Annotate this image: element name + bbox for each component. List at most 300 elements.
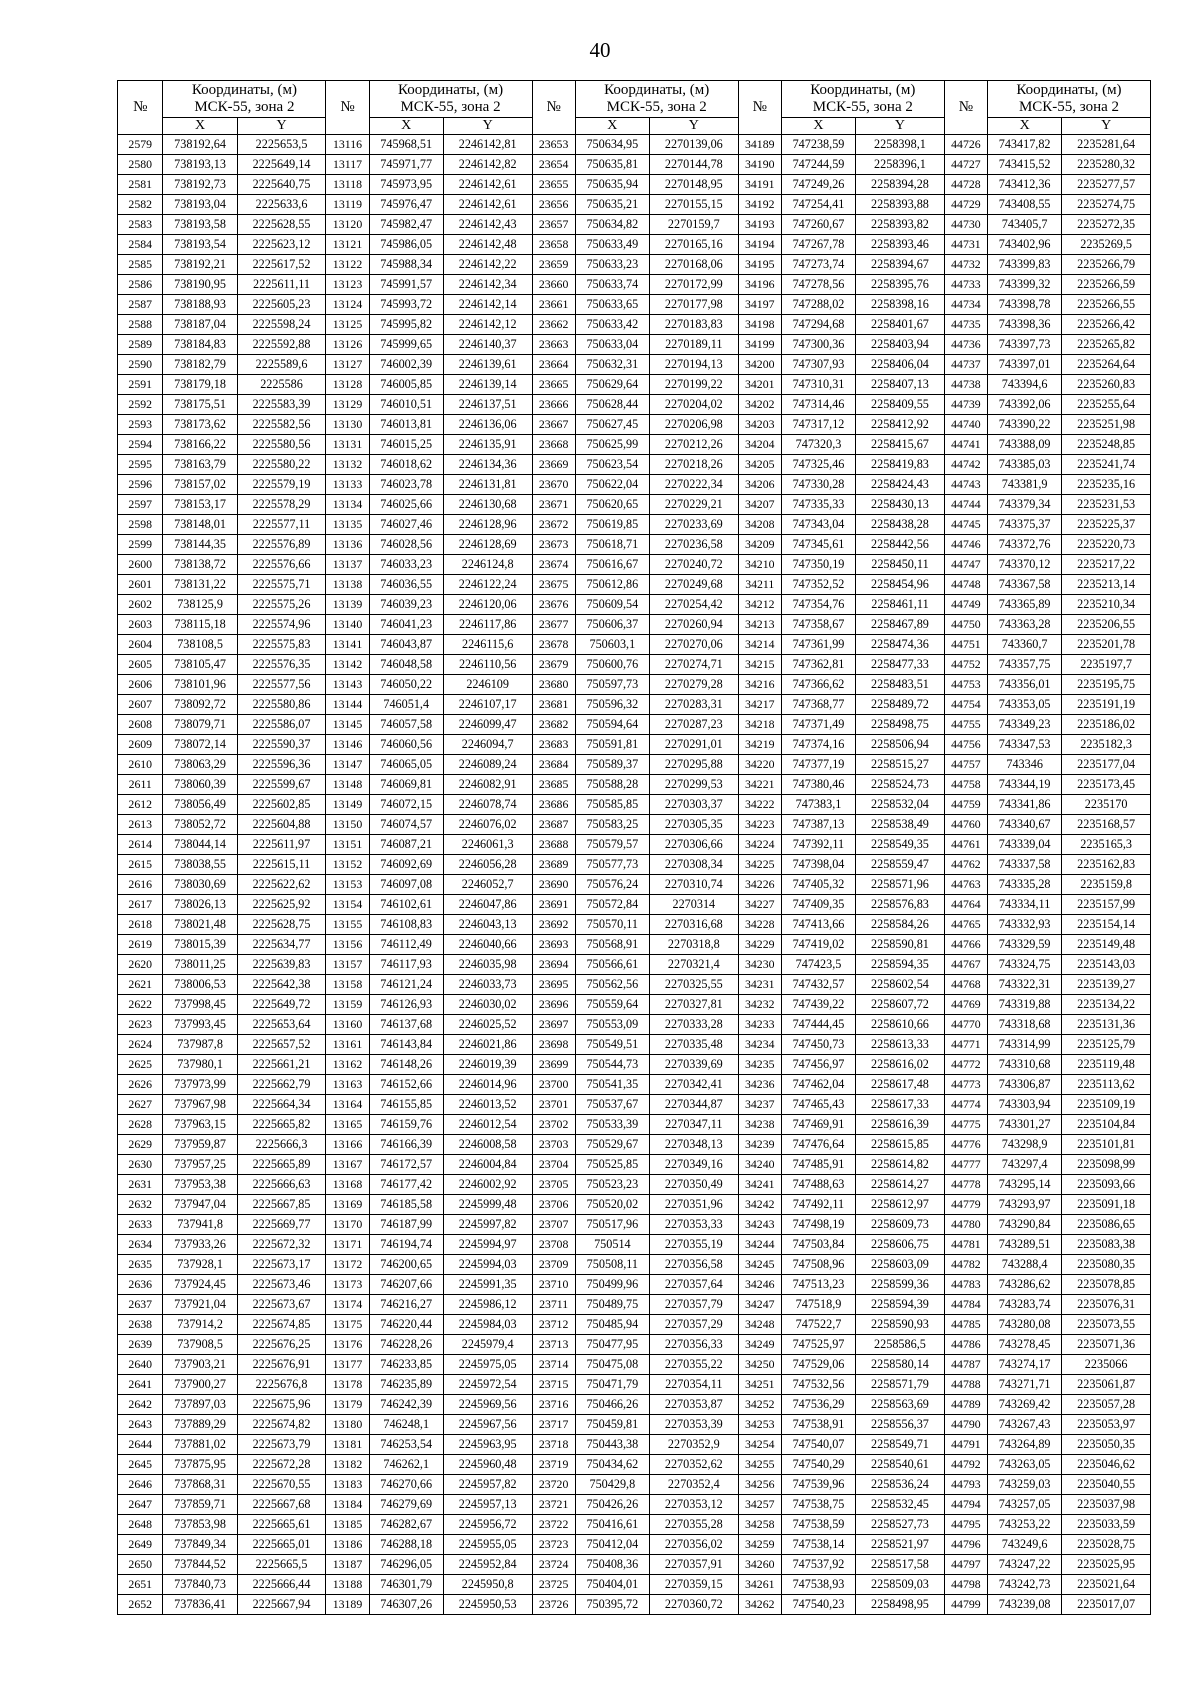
table-row <box>118 1055 1151 1075</box>
point-number-cell: 2605 <box>118 655 163 675</box>
table-row <box>118 755 1151 775</box>
point-number-cell: 13117 <box>326 155 369 175</box>
y-coordinate-cell: 2246078,74 <box>443 795 532 815</box>
point-number-cell: 13182 <box>326 1455 369 1475</box>
point-number-cell: 2584 <box>118 235 163 255</box>
point-number-cell: 13152 <box>326 855 369 875</box>
y-coordinate-cell: 2258396,1 <box>856 155 945 175</box>
y-coordinate-cell: 2246030,02 <box>443 995 532 1015</box>
x-coordinate-cell: 750606,37 <box>575 615 649 635</box>
point-number-cell: 2585 <box>118 255 163 275</box>
point-number-cell: 23693 <box>532 935 575 955</box>
point-number-cell: 13178 <box>326 1375 369 1395</box>
point-number-cell: 44734 <box>944 295 987 315</box>
y-coordinate-cell: 2235241,74 <box>1062 455 1151 475</box>
point-number-cell: 34205 <box>738 455 781 475</box>
x-coordinate-cell: 737941,8 <box>163 1215 237 1235</box>
x-coordinate-cell: 743349,23 <box>988 715 1062 735</box>
x-coordinate-cell: 738193,13 <box>163 155 237 175</box>
y-coordinate-cell: 2258603,09 <box>856 1255 945 1275</box>
point-number-cell: 34235 <box>738 1055 781 1075</box>
point-number-cell: 44736 <box>944 335 987 355</box>
y-coordinate-cell: 2246110,56 <box>443 655 532 675</box>
x-coordinate-cell: 738044,14 <box>163 835 237 855</box>
x-coordinate-cell: 746126,93 <box>369 995 443 1015</box>
point-number-cell: 34259 <box>738 1535 781 1555</box>
y-coordinate-cell: 2270360,72 <box>649 1595 738 1615</box>
y-coordinate-cell: 2270353,39 <box>649 1415 738 1435</box>
y-coordinate-cell: 2246056,28 <box>443 855 532 875</box>
x-coordinate-cell: 738125,9 <box>163 595 237 615</box>
point-number-cell: 13180 <box>326 1415 369 1435</box>
y-coordinate-cell: 2258450,11 <box>856 555 945 575</box>
table-row <box>118 415 1151 435</box>
y-coordinate-cell: 2245956,72 <box>443 1515 532 1535</box>
point-number-cell: 13130 <box>326 415 369 435</box>
y-coordinate-cell: 2246025,52 <box>443 1015 532 1035</box>
y-coordinate-cell: 2235083,38 <box>1062 1235 1151 1255</box>
x-coordinate-cell: 750466,26 <box>575 1395 649 1415</box>
y-coordinate-cell: 2258580,14 <box>856 1355 945 1375</box>
x-coordinate-cell: 743394,6 <box>988 375 1062 395</box>
y-coordinate-cell: 2258442,56 <box>856 535 945 555</box>
point-number-cell: 23683 <box>532 735 575 755</box>
x-coordinate-cell: 743357,75 <box>988 655 1062 675</box>
table-row <box>118 135 1151 155</box>
x-coordinate-cell: 750597,73 <box>575 675 649 695</box>
y-coordinate-cell: 2270194,13 <box>649 355 738 375</box>
point-number-cell: 23681 <box>532 695 575 715</box>
point-number-cell: 23670 <box>532 475 575 495</box>
y-coordinate-cell: 2246142,14 <box>443 295 532 315</box>
x-coordinate-cell: 743356,01 <box>988 675 1062 695</box>
x-coordinate-cell: 737957,25 <box>163 1155 237 1175</box>
x-coordinate-cell: 750489,75 <box>575 1295 649 1315</box>
y-coordinate-cell: 2235028,75 <box>1062 1535 1151 1555</box>
point-number-cell: 34239 <box>738 1135 781 1155</box>
y-coordinate-cell: 2225661,21 <box>237 1055 326 1075</box>
x-coordinate-cell: 737900,27 <box>163 1375 237 1395</box>
point-number-cell: 23717 <box>532 1415 575 1435</box>
x-coordinate-cell: 746087,21 <box>369 835 443 855</box>
y-coordinate-cell: 2258515,27 <box>856 755 945 775</box>
y-coordinate-cell: 2270254,42 <box>649 595 738 615</box>
x-coordinate-cell: 746177,42 <box>369 1175 443 1195</box>
y-coordinate-cell: 2235281,64 <box>1062 135 1151 155</box>
x-coordinate-cell: 750434,62 <box>575 1455 649 1475</box>
x-coordinate-cell: 747398,04 <box>781 855 855 875</box>
x-coordinate-cell: 745986,05 <box>369 235 443 255</box>
point-number-cell: 2640 <box>118 1355 163 1375</box>
point-number-cell: 44784 <box>944 1295 987 1315</box>
point-number-cell: 2625 <box>118 1055 163 1075</box>
point-number-cell: 44759 <box>944 795 987 815</box>
x-coordinate-cell: 750549,51 <box>575 1035 649 1055</box>
x-coordinate-cell: 745995,82 <box>369 315 443 335</box>
x-coordinate-cell: 737947,04 <box>163 1195 237 1215</box>
y-coordinate-cell: 2258483,51 <box>856 675 945 695</box>
x-coordinate-cell: 747350,19 <box>781 555 855 575</box>
point-number-cell: 2628 <box>118 1115 163 1135</box>
x-coordinate-cell: 743280,08 <box>988 1315 1062 1335</box>
point-number-cell: 23672 <box>532 515 575 535</box>
table-row <box>118 395 1151 415</box>
x-coordinate-cell: 747238,59 <box>781 135 855 155</box>
point-number-cell: 23709 <box>532 1255 575 1275</box>
x-coordinate-cell: 738193,04 <box>163 195 237 215</box>
y-coordinate-cell: 2270355,22 <box>649 1355 738 1375</box>
x-coordinate-cell: 750514 <box>575 1235 649 1255</box>
header-number: № <box>944 81 987 135</box>
x-coordinate-cell: 743306,87 <box>988 1075 1062 1095</box>
x-coordinate-cell: 747320,3 <box>781 435 855 455</box>
point-number-cell: 23684 <box>532 755 575 775</box>
y-coordinate-cell: 2258610,66 <box>856 1015 945 1035</box>
point-number-cell: 34255 <box>738 1455 781 1475</box>
y-coordinate-cell: 2235177,04 <box>1062 755 1151 775</box>
y-coordinate-cell: 2225580,86 <box>237 695 326 715</box>
y-coordinate-cell: 2235265,82 <box>1062 335 1151 355</box>
y-coordinate-cell: 2235057,28 <box>1062 1395 1151 1415</box>
x-coordinate-cell: 737844,52 <box>163 1555 237 1575</box>
x-coordinate-cell: 750408,36 <box>575 1555 649 1575</box>
y-coordinate-cell: 2235078,85 <box>1062 1275 1151 1295</box>
point-number-cell: 2582 <box>118 195 163 215</box>
y-coordinate-cell: 2225666,3 <box>237 1135 326 1155</box>
x-coordinate-cell: 745968,51 <box>369 135 443 155</box>
y-coordinate-cell: 2258461,11 <box>856 595 945 615</box>
point-number-cell: 34224 <box>738 835 781 855</box>
x-coordinate-cell: 743339,04 <box>988 835 1062 855</box>
table-row <box>118 575 1151 595</box>
x-coordinate-cell: 750635,21 <box>575 195 649 215</box>
point-number-cell: 44790 <box>944 1415 987 1435</box>
y-coordinate-cell: 2235165,3 <box>1062 835 1151 855</box>
point-number-cell: 34227 <box>738 895 781 915</box>
table-row <box>118 1375 1151 1395</box>
x-coordinate-cell: 743332,93 <box>988 915 1062 935</box>
x-coordinate-cell: 747343,04 <box>781 515 855 535</box>
x-coordinate-cell: 747432,57 <box>781 975 855 995</box>
point-number-cell: 34245 <box>738 1255 781 1275</box>
y-coordinate-cell: 2235071,36 <box>1062 1335 1151 1355</box>
point-number-cell: 13164 <box>326 1095 369 1115</box>
point-number-cell: 34203 <box>738 415 781 435</box>
y-coordinate-cell: 2270352,62 <box>649 1455 738 1475</box>
x-coordinate-cell: 743375,37 <box>988 515 1062 535</box>
point-number-cell: 23656 <box>532 195 575 215</box>
point-number-cell: 44799 <box>944 1595 987 1615</box>
table-row <box>118 1255 1151 1275</box>
x-coordinate-cell: 746296,05 <box>369 1555 443 1575</box>
y-coordinate-cell: 2246142,12 <box>443 315 532 335</box>
x-coordinate-cell: 743267,43 <box>988 1415 1062 1435</box>
x-coordinate-cell: 750594,64 <box>575 715 649 735</box>
table-row <box>118 715 1151 735</box>
x-coordinate-cell: 750635,94 <box>575 175 649 195</box>
point-number-cell: 13186 <box>326 1535 369 1555</box>
y-coordinate-cell: 2225574,96 <box>237 615 326 635</box>
point-number-cell: 44743 <box>944 475 987 495</box>
header-coordinates <box>369 81 532 118</box>
x-coordinate-cell: 750443,38 <box>575 1435 649 1455</box>
point-number-cell: 44727 <box>944 155 987 175</box>
point-number-cell: 23689 <box>532 855 575 875</box>
y-coordinate-cell: 2225653,5 <box>237 135 326 155</box>
y-coordinate-cell: 2225580,56 <box>237 435 326 455</box>
point-number-cell: 13131 <box>326 435 369 455</box>
y-coordinate-cell: 2246008,58 <box>443 1135 532 1155</box>
y-coordinate-cell: 2258438,28 <box>856 515 945 535</box>
x-coordinate-cell: 746050,22 <box>369 675 443 695</box>
table-row <box>118 215 1151 235</box>
x-coordinate-cell: 747439,22 <box>781 995 855 1015</box>
x-coordinate-cell: 750572,84 <box>575 895 649 915</box>
point-number-cell: 13120 <box>326 215 369 235</box>
y-coordinate-cell: 2246142,22 <box>443 255 532 275</box>
y-coordinate-cell: 2235266,79 <box>1062 255 1151 275</box>
point-number-cell: 34262 <box>738 1595 781 1615</box>
x-coordinate-cell: 738163,79 <box>163 455 237 475</box>
y-coordinate-cell: 2258559,47 <box>856 855 945 875</box>
point-number-cell: 13142 <box>326 655 369 675</box>
point-number-cell: 23705 <box>532 1175 575 1195</box>
point-number-cell: 23710 <box>532 1275 575 1295</box>
x-coordinate-cell: 746041,23 <box>369 615 443 635</box>
point-number-cell: 2630 <box>118 1155 163 1175</box>
point-number-cell: 2636 <box>118 1275 163 1295</box>
y-coordinate-cell: 2235091,18 <box>1062 1195 1151 1215</box>
x-coordinate-cell: 746069,81 <box>369 775 443 795</box>
y-coordinate-cell: 2225673,67 <box>237 1295 326 1315</box>
x-coordinate-cell: 750635,81 <box>575 155 649 175</box>
x-coordinate-cell: 743385,03 <box>988 455 1062 475</box>
header-number: № <box>738 81 781 135</box>
x-coordinate-cell: 743293,97 <box>988 1195 1062 1215</box>
y-coordinate-cell: 2270342,41 <box>649 1075 738 1095</box>
table-row <box>118 1395 1151 1415</box>
point-number-cell: 44741 <box>944 435 987 455</box>
table-row <box>118 1295 1151 1315</box>
x-coordinate-cell: 743314,99 <box>988 1035 1062 1055</box>
point-number-cell: 2632 <box>118 1195 163 1215</box>
x-coordinate-cell: 738184,83 <box>163 335 237 355</box>
x-coordinate-cell: 747377,19 <box>781 755 855 775</box>
x-coordinate-cell: 743289,51 <box>988 1235 1062 1255</box>
y-coordinate-cell: 2245967,56 <box>443 1415 532 1435</box>
point-number-cell: 34241 <box>738 1175 781 1195</box>
point-number-cell: 23726 <box>532 1595 575 1615</box>
y-coordinate-cell: 2235195,75 <box>1062 675 1151 695</box>
x-coordinate-cell: 746036,55 <box>369 575 443 595</box>
x-coordinate-cell: 746166,39 <box>369 1135 443 1155</box>
point-number-cell: 34238 <box>738 1115 781 1135</box>
x-coordinate-cell: 746194,74 <box>369 1235 443 1255</box>
point-number-cell: 23696 <box>532 995 575 1015</box>
y-coordinate-cell: 2225576,66 <box>237 555 326 575</box>
point-number-cell: 34246 <box>738 1275 781 1295</box>
point-number-cell: 44772 <box>944 1055 987 1075</box>
x-coordinate-cell: 743329,59 <box>988 935 1062 955</box>
point-number-cell: 2629 <box>118 1135 163 1155</box>
table-row <box>118 335 1151 355</box>
point-number-cell: 44760 <box>944 815 987 835</box>
y-coordinate-cell: 2235017,07 <box>1062 1595 1151 1615</box>
point-number-cell: 13150 <box>326 815 369 835</box>
point-number-cell: 23721 <box>532 1495 575 1515</box>
y-coordinate-cell: 2270306,66 <box>649 835 738 855</box>
y-coordinate-cell: 2235119,48 <box>1062 1055 1151 1075</box>
point-number-cell: 34208 <box>738 515 781 535</box>
y-coordinate-cell: 2270159,7 <box>649 215 738 235</box>
header-coordinates-subtitle: МСК-55, зона 2 <box>1018 99 1120 115</box>
x-coordinate-cell: 746155,85 <box>369 1095 443 1115</box>
y-coordinate-cell: 2235139,27 <box>1062 975 1151 995</box>
x-coordinate-cell: 743283,74 <box>988 1295 1062 1315</box>
x-coordinate-cell: 743397,73 <box>988 335 1062 355</box>
x-coordinate-cell: 746279,69 <box>369 1495 443 1515</box>
x-coordinate-cell: 743363,28 <box>988 615 1062 635</box>
header-coordinates-subtitle: МСК-55, зона 2 <box>400 99 501 115</box>
y-coordinate-cell: 2225666,63 <box>237 1175 326 1195</box>
point-number-cell: 34189 <box>738 135 781 155</box>
x-coordinate-cell: 750429,8 <box>575 1475 649 1495</box>
x-coordinate-cell: 747244,59 <box>781 155 855 175</box>
point-number-cell: 2652 <box>118 1595 163 1615</box>
point-number-cell: 34198 <box>738 315 781 335</box>
x-coordinate-cell: 747345,61 <box>781 535 855 555</box>
point-number-cell: 34257 <box>738 1495 781 1515</box>
point-number-cell: 13116 <box>326 135 369 155</box>
point-number-cell: 23666 <box>532 395 575 415</box>
y-coordinate-cell: 2270353,33 <box>649 1215 738 1235</box>
y-coordinate-cell: 2235186,02 <box>1062 715 1151 735</box>
x-coordinate-cell: 746148,26 <box>369 1055 443 1075</box>
x-coordinate-cell: 750596,32 <box>575 695 649 715</box>
y-coordinate-cell: 2235225,37 <box>1062 515 1151 535</box>
y-coordinate-cell: 2270314 <box>649 895 738 915</box>
point-number-cell: 13168 <box>326 1175 369 1195</box>
header-x: X <box>781 118 855 135</box>
header-coordinates-title: Координаты, (м) <box>191 82 297 98</box>
x-coordinate-cell: 737859,71 <box>163 1495 237 1515</box>
point-number-cell: 2631 <box>118 1175 163 1195</box>
x-coordinate-cell: 746248,1 <box>369 1415 443 1435</box>
point-number-cell: 23665 <box>532 375 575 395</box>
page-number: 40 <box>589 38 611 62</box>
x-coordinate-cell: 747330,28 <box>781 475 855 495</box>
point-number-cell: 13159 <box>326 995 369 1015</box>
point-number-cell: 44749 <box>944 595 987 615</box>
point-number-cell: 13165 <box>326 1115 369 1135</box>
y-coordinate-cell: 2246035,98 <box>443 955 532 975</box>
y-coordinate-cell: 2225586 <box>237 375 326 395</box>
y-coordinate-cell: 2235206,55 <box>1062 615 1151 635</box>
x-coordinate-cell: 750471,79 <box>575 1375 649 1395</box>
point-number-cell: 44770 <box>944 1015 987 1035</box>
y-coordinate-cell: 2270327,81 <box>649 995 738 1015</box>
y-coordinate-cell: 2258498,95 <box>856 1595 945 1615</box>
point-number-cell: 2627 <box>118 1095 163 1115</box>
y-coordinate-cell: 2235272,35 <box>1062 215 1151 235</box>
y-coordinate-cell: 2258489,72 <box>856 695 945 715</box>
point-number-cell: 13127 <box>326 355 369 375</box>
x-coordinate-cell: 750609,54 <box>575 595 649 615</box>
table-row <box>118 1035 1151 1055</box>
y-coordinate-cell: 2235066 <box>1062 1355 1151 1375</box>
x-coordinate-cell: 746092,69 <box>369 855 443 875</box>
x-coordinate-cell: 737987,8 <box>163 1035 237 1055</box>
x-coordinate-cell: 750633,74 <box>575 275 649 295</box>
point-number-cell: 23695 <box>532 975 575 995</box>
y-coordinate-cell: 2225596,36 <box>237 755 326 775</box>
x-coordinate-cell: 747498,19 <box>781 1215 855 1235</box>
x-coordinate-cell: 737903,21 <box>163 1355 237 1375</box>
x-coordinate-cell: 743242,73 <box>988 1575 1062 1595</box>
y-coordinate-cell: 2235220,73 <box>1062 535 1151 555</box>
point-number-cell: 23720 <box>532 1475 575 1495</box>
y-coordinate-cell: 2270352,4 <box>649 1475 738 1495</box>
x-coordinate-cell: 738188,93 <box>163 295 237 315</box>
point-number-cell: 44766 <box>944 935 987 955</box>
table-row <box>118 1015 1151 1035</box>
y-coordinate-cell: 2258394,67 <box>856 255 945 275</box>
y-coordinate-cell: 2270357,64 <box>649 1275 738 1295</box>
table-row <box>118 1455 1151 1475</box>
point-number-cell: 23667 <box>532 415 575 435</box>
x-coordinate-cell: 738052,72 <box>163 815 237 835</box>
table-row <box>118 875 1151 895</box>
point-number-cell: 44738 <box>944 375 987 395</box>
x-coordinate-cell: 743360,7 <box>988 635 1062 655</box>
y-coordinate-cell: 2225662,79 <box>237 1075 326 1095</box>
x-coordinate-cell: 746074,57 <box>369 815 443 835</box>
point-number-cell: 13151 <box>326 835 369 855</box>
point-number-cell: 44746 <box>944 535 987 555</box>
point-number-cell: 44740 <box>944 415 987 435</box>
x-coordinate-cell: 737908,5 <box>163 1335 237 1355</box>
point-number-cell: 34207 <box>738 495 781 515</box>
point-number-cell: 34253 <box>738 1415 781 1435</box>
point-number-cell: 44745 <box>944 515 987 535</box>
x-coordinate-cell: 743372,76 <box>988 535 1062 555</box>
x-coordinate-cell: 738192,73 <box>163 175 237 195</box>
y-coordinate-cell: 2258590,93 <box>856 1315 945 1335</box>
x-coordinate-cell: 747538,75 <box>781 1495 855 1515</box>
point-number-cell: 13160 <box>326 1015 369 1035</box>
point-number-cell: 13172 <box>326 1255 369 1275</box>
y-coordinate-cell: 2235173,45 <box>1062 775 1151 795</box>
header-x: X <box>575 118 649 135</box>
x-coordinate-cell: 746039,23 <box>369 595 443 615</box>
x-coordinate-cell: 743341,86 <box>988 795 1062 815</box>
point-number-cell: 13123 <box>326 275 369 295</box>
point-number-cell: 34214 <box>738 635 781 655</box>
y-coordinate-cell: 2225666,44 <box>237 1575 326 1595</box>
point-number-cell: 34242 <box>738 1195 781 1215</box>
y-coordinate-cell: 2235109,19 <box>1062 1095 1151 1115</box>
point-number-cell: 44731 <box>944 235 987 255</box>
y-coordinate-cell: 2225674,82 <box>237 1415 326 1435</box>
x-coordinate-cell: 746200,65 <box>369 1255 443 1275</box>
point-number-cell: 13158 <box>326 975 369 995</box>
header-y: Y <box>649 118 738 135</box>
y-coordinate-cell: 2258613,33 <box>856 1035 945 1055</box>
y-coordinate-cell: 2258614,27 <box>856 1175 945 1195</box>
x-coordinate-cell: 746002,39 <box>369 355 443 375</box>
point-number-cell: 2626 <box>118 1075 163 1095</box>
y-coordinate-cell: 2225615,11 <box>237 855 326 875</box>
